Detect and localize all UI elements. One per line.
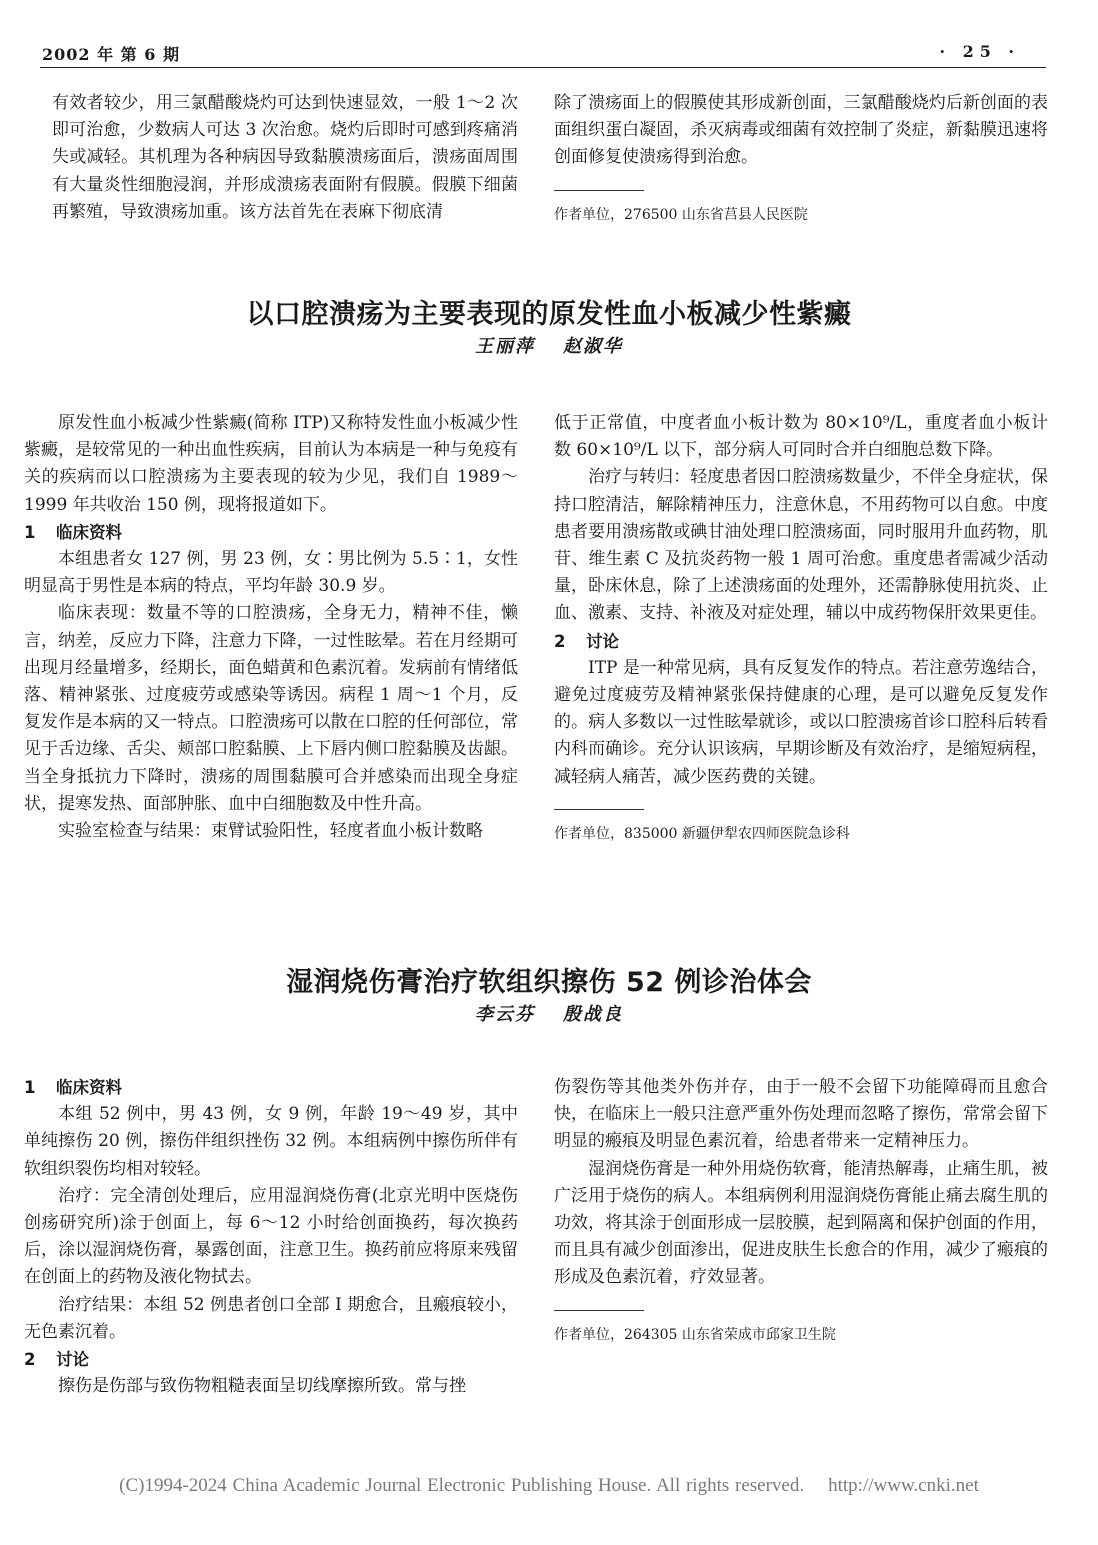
body-paragraph: 除了溃疡面上的假膜使其形成新创面，三氯醋酸烧灼后新创面的表面组织蛋白凝固，杀灭病毒或细菌有效控制了炎症，新黏膜迅速将创面修复使溃疡得到治愈。 (554, 93, 1048, 168)
issue-label: 2002 年 第 6 期 (42, 45, 180, 64)
body-paragraph: 有效者较少，用三氯醋酸烧灼可达到快速显效，一般 1～2 次即可治愈，少数病人可达 3 次治愈。烧灼后即时可感到疼痛消失或减轻。其机理为各种病因导致黏膜溃疡面后，溃疡面周围有大量炎性细胞浸润，并形成溃疡表面附有假膜。假膜下细菌再繁殖，导致溃疡加重。该方法首先在表麻下彻底清 (52, 93, 518, 222)
copyright-footer (0, 1475, 1098, 1497)
author-name: 赵淑华 (563, 336, 623, 357)
article-authors (0, 1000, 1098, 1026)
body-paragraph: 擦伤是伤部与致伤物粗糙表面呈切线摩擦所致。常与挫 (58, 1376, 466, 1397)
body-paragraph: 临床表现：数量不等的口腔溃疡，全身无力，精神不佳，懒言，纳差，反应力下降，注意力下降，一过性眩晕。若在月经期可出现月经量增多，经期长，面色蜡黄和色素沉着。发病前有情绪低落、精神紧张、过度疲劳或感染等诱因。病程 1 周～1 个月，反复发作是本病的又一特点。口腔溃疡可以散在口腔的任何部位，常见于舌边缘、舌尖、颊部口腔黏膜、上下唇内侧口腔黏膜及齿龈。当全身抵抗力下降时，溃疡的周围黏膜可合并感染而出现全身症状，提寒发热、面部肿胀、血中白细胞数及中性升高。 (24, 603, 518, 814)
section-heading: 1 临床资料 (24, 522, 122, 542)
body-paragraph: 治疗与转归：轻度患者因口腔溃疡数量少，不伴全身症状，保持口腔清洁，解除精神压力，注意休息，不用药物可以自愈。中度患者要用溃疡散或碘甘油处理口腔溃疡面，同时服用升血药物，肌苷、维生素 C 及抗炎药物一般 1 周可治愈。重度患者需减少活动量，卧床休息，除了上述溃疡面的处理外，还需静脉使用抗炎、止血、激素、支持、补液及对症处理，辅以中成药物保肝效果更佳。 (554, 467, 1048, 624)
body-paragraph: 本组患者女 127 例，男 23 例，女∶男比例为 5.5∶1，女性明显高于男性是本病的特点，平均年龄 30.9 岁。 (24, 549, 518, 597)
body-paragraph: 本组 52 例中，男 43 例，女 9 例，年龄 19～49 岁，其中单纯擦伤 20 例，擦伤伴组织挫伤 32 例。本组病例中擦伤所伴有软组织裂伤均相对较轻。 (24, 1104, 518, 1179)
body-paragraph: ITP 是一种常见病，具有反复发作的特点。若注意劳逸结合，避免过度疲劳及精神紧张保持健康的心理，是可以避免反复发作的。病人多数以一过性眩晕就诊，或以口腔溃疡首诊口腔科后转看内科而确诊。充分认识该病，早期诊断及有效治疗，是缩短病程，减轻病人痛苦，减少医药费的关键。 (554, 657, 1048, 787)
article1-right-column (554, 410, 1048, 844)
body-paragraph: 实验室检查与结果：束臂试验阳性，轻度者血小板计数略 (58, 821, 483, 842)
author-affiliation: 作者单位，276500 山东省莒县人民医院 (554, 206, 808, 223)
body-paragraph: 原发性血小板减少性紫癜(简称 ITP)又称特发性血小板减少性紫癜，是较常见的一种出血性疾病，目前认为本病是一种与免疫有关的疾病而以口腔溃疡为主要表现的较为少见，我们自 1989～1999 年共收治 150 例，现将报道如下。 (24, 413, 518, 515)
article-title: 湿润烧伤膏治疗软组织擦伤 52 例诊治体会 (286, 967, 812, 998)
author-name: 王丽萍 (475, 336, 535, 357)
article-title: 以口腔溃疡为主要表现的原发性血小板减少性紫癜 (246, 299, 852, 330)
section-heading: 2 讨论 (24, 1350, 89, 1370)
section-heading: 1 临床资料 (24, 1078, 122, 1097)
author-affiliation: 作者单位，264305 山东省荣成市邱家卫生院 (554, 1326, 836, 1343)
body-paragraph: 治疗：完全清创处理后，应用湿润烧伤膏(北京光明中医烧伤创疡研究所)涂于创面上，每 6～12 小时给创面换药，每次换药后，涂以湿润烧伤膏，暴露创面，注意卫生。换药前应将原来残留在创面上的药物及液化物拭去。 (24, 1185, 518, 1288)
article-authors (0, 332, 1098, 358)
section-heading: 2 讨论 (554, 631, 619, 651)
header-rule (40, 67, 1046, 68)
affiliation-rule (554, 190, 644, 191)
prev-article-left-column (52, 90, 518, 226)
body-paragraph: 治疗结果：本组 52 例患者创口全部 Ⅰ 期愈合，且瘢痕较小，无色素沉着。 (24, 1294, 518, 1342)
article2-left-column (24, 1074, 518, 1400)
article1-left-column (24, 410, 518, 845)
body-paragraph: 低于正常值，中度者血小板计数为 80×10⁹/L，重度者血小板计数 60×10⁹/L 以下，部分病人可同时合并白细胞总数下降。 (554, 413, 1048, 461)
page-number: · 25 · (939, 42, 1020, 61)
author-name: 李云芬 (475, 1004, 535, 1025)
article2-right-column (554, 1074, 1048, 1345)
prev-article-right-column (554, 90, 1048, 225)
author-affiliation: 作者单位，835000 新疆伊犁农四师医院急诊科 (554, 825, 850, 842)
body-paragraph: 伤裂伤等其他类外伤并存，由于一般不会留下功能障碍而且愈合快，在临床上一般只注意严重外伤处理而忽略了擦伤，常常会留下明显的瘢痕及明显色素沉着，给患者带来一定精神压力。 (554, 1077, 1048, 1152)
affiliation-rule (554, 1310, 644, 1311)
copyright-text: (C)1994-2024 China Academic Journal Electronic Publishing House. All rights reserved. (119, 1475, 805, 1496)
cnki-url[interactable]: http://www.cnki.net (828, 1475, 979, 1496)
author-name: 殷战良 (563, 1004, 623, 1025)
affiliation-rule (554, 809, 644, 810)
body-paragraph: 湿润烧伤膏是一种外用烧伤软膏，能清热解毒，止痛生肌，被广泛用于烧伤的病人。本组病例利用湿润烧伤膏能止痛去腐生肌的功效，将其涂于创面形成一层胶膜，起到隔离和保护创面的作用，而且具有减少创面渗出，促进皮肤生长愈合的作用，减少了瘢痕的形成及色素沉着，疗效显著。 (554, 1158, 1048, 1288)
